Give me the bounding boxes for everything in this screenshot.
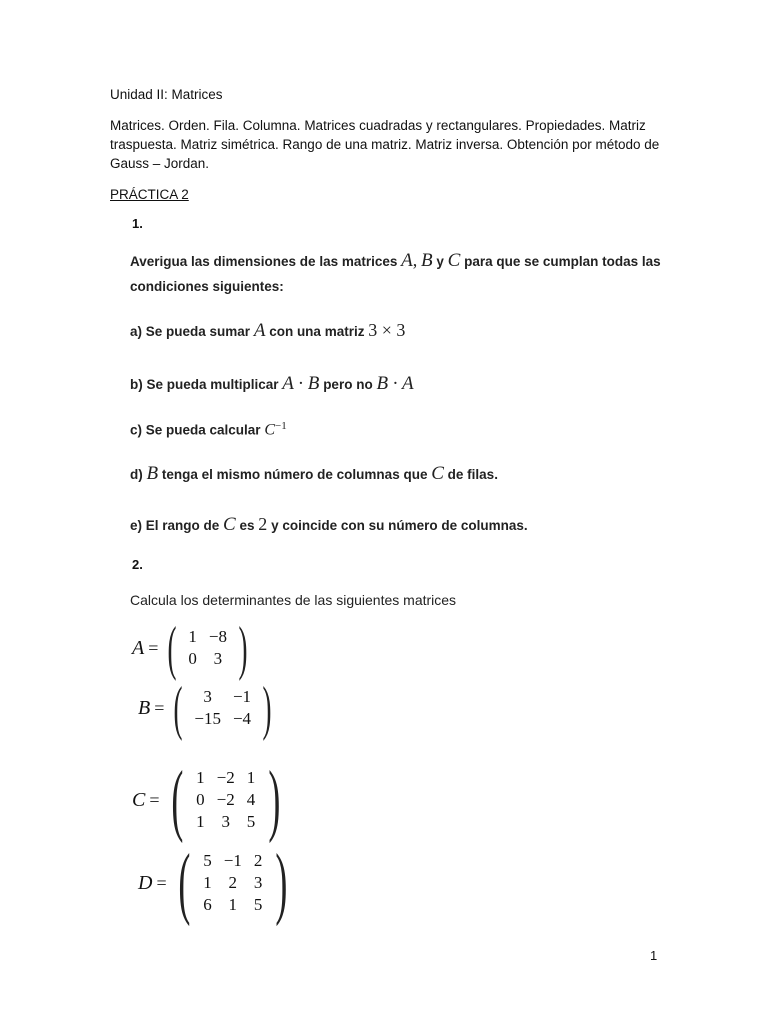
condition-e [130, 514, 528, 536]
matrix-entry: 0 [188, 649, 197, 668]
matrix-entry: 3 [253, 873, 263, 892]
matrix-entry: 0 [196, 790, 205, 809]
matrix-entry: 3 [221, 812, 230, 831]
prompt-text-pre: Averigua las dimensiones de las matrices [130, 254, 398, 269]
right-paren: ) [262, 675, 272, 741]
matrix-c-entries [190, 767, 261, 833]
matrix-c [132, 756, 288, 844]
matrix-entry: 1 [246, 768, 256, 787]
left-paren: ( [167, 615, 177, 681]
equals-sign: = [148, 637, 159, 658]
matrix-d [138, 839, 295, 927]
exercise-1-prompt-line2: condiciones siguientes: [130, 279, 284, 294]
condition-a-mid: con una matriz [269, 324, 365, 339]
product-ab: A · B [282, 373, 320, 394]
matrix-entry: 2 [253, 851, 263, 870]
equals-sign: = [149, 789, 160, 810]
matrix-entry: 2 [228, 873, 238, 892]
left-paren: ( [170, 756, 183, 844]
equals-sign: = [156, 872, 167, 893]
right-paren: ) [275, 839, 288, 927]
matrix-entry: −2 [216, 790, 235, 809]
matrix-entry: −2 [216, 768, 235, 787]
matrix-name: A [132, 636, 145, 659]
rank-value: 2 [258, 514, 268, 534]
matrix-a-entries [182, 626, 233, 670]
matrix-c-symbol: C [447, 250, 461, 271]
intro-paragraph: Matrices. Orden. Fila. Columna. Matrices cuadradas y rectangulares. Propiedades. Matriz traspuesta. Matriz simétrica. Rango de una matriz. Matriz inversa. Obtención por método de Gauss – Jordan. [110, 118, 660, 171]
matrix-entry: 5 [253, 895, 263, 914]
left-paren: ( [177, 839, 190, 927]
matrix-a-symbol: A [401, 250, 413, 271]
prompt-text-post: para que se cumplan todas las [464, 254, 661, 269]
condition-e-text: e) El rango de [130, 518, 220, 533]
matrix-entry: −15 [194, 709, 221, 728]
matrix-entry: 5 [246, 812, 256, 831]
matrix-name: B [138, 696, 151, 719]
condition-b [130, 373, 414, 395]
matrix-entry: −1 [232, 687, 252, 706]
practice-title: PRÁCTICA 2 [110, 187, 189, 202]
matrix-entry: 1 [228, 895, 238, 914]
matrix-entry: −8 [208, 627, 227, 646]
matrix-b [138, 675, 277, 741]
matrix-entry: 6 [203, 895, 212, 914]
condition-e-post: y coincide con su número de columnas. [271, 518, 528, 533]
matrix-entry: 3 [203, 687, 212, 706]
matrix-b-symbol: B [421, 250, 433, 271]
matrix-a-symbol: A [253, 320, 266, 341]
condition-d-post: de filas. [447, 467, 498, 482]
condition-b-mid: pero no [323, 377, 373, 392]
matrix-d-entries [197, 850, 268, 916]
matrix-c-inverse: C [264, 421, 275, 439]
condition-b-text: b) Se pueda multiplicar [130, 377, 279, 392]
matrix-entry: 1 [203, 873, 212, 892]
matrix-entry: 1 [196, 768, 205, 787]
matrix-entry: 1 [196, 812, 205, 831]
condition-a [130, 320, 405, 342]
matrix-entry: −4 [232, 709, 252, 728]
matrix-entry: 3 [213, 649, 223, 668]
dimension-3x3: 3 × 3 [368, 320, 406, 340]
comma: , [412, 250, 418, 270]
page-number: 1 [650, 948, 658, 963]
condition-c [130, 420, 287, 440]
right-paren: ) [238, 615, 248, 681]
matrix-entry: 4 [246, 790, 256, 809]
condition-c-text: c) Se pueda calcular [130, 422, 261, 438]
conjunction-y: y [436, 254, 444, 269]
matrix-entry: 5 [203, 851, 212, 870]
matrix-entry: −1 [223, 851, 242, 870]
equals-sign: = [154, 697, 165, 718]
condition-d [130, 463, 498, 485]
exercise-1-prompt [130, 250, 661, 272]
condition-e-mid: es [239, 518, 255, 533]
matrix-b-entries [188, 686, 257, 730]
matrix-c-symbol: C [223, 514, 236, 535]
left-paren: ( [173, 675, 183, 741]
exercise-2-number: 2. [132, 557, 143, 572]
condition-d-label: d) [130, 467, 143, 482]
matrix-a [132, 615, 253, 681]
exercise-1-number: 1. [132, 216, 143, 231]
matrix-name: D [138, 871, 153, 894]
condition-a-text: a) Se pueda sumar [130, 324, 251, 339]
exercise-2-prompt: Calcula los determinantes de las siguientes matrices [130, 592, 457, 608]
matrix-entry: 1 [188, 627, 197, 646]
product-ba: B · A [376, 373, 414, 394]
inverse-exponent: −1 [275, 420, 287, 432]
condition-d-mid: tenga el mismo número de columnas que [161, 467, 428, 482]
right-paren: ) [268, 756, 281, 844]
matrix-b-symbol: B [146, 463, 159, 484]
matrix-c-symbol: C [431, 463, 444, 484]
matrix-name: C [132, 788, 146, 811]
unit-title: Unidad II: Matrices [110, 87, 223, 102]
